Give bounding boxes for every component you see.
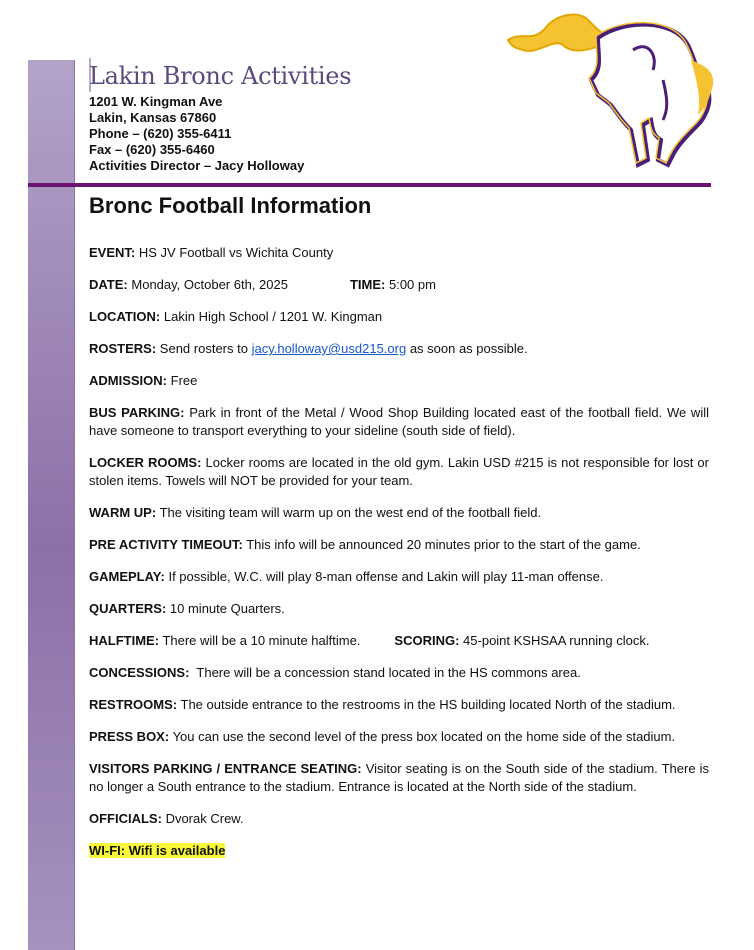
address-line: 1201 W. Kingman Ave: [89, 94, 223, 109]
page-title: Bronc Football Information: [89, 193, 372, 218]
document-body: [89, 192, 709, 874]
address-line: Lakin, Kansas 67860: [89, 110, 217, 125]
header-divider: [28, 183, 711, 187]
bronco-logo-icon: [503, 10, 718, 172]
phone-line: Phone – (620) 355-6411: [89, 126, 232, 141]
director-line: Activities Director – Jacy Holloway: [89, 158, 305, 173]
fax-line: Fax – (620) 355-6460: [89, 142, 215, 157]
address-block: [89, 94, 304, 174]
email-link[interactable]: jacy.holloway@usd215.org: [251, 341, 407, 356]
officials-row: OFFICIALS: Dvorak Crew.: [89, 811, 244, 826]
org-name: Lakin Bronc Activities: [89, 62, 352, 90]
rosters-row: ROSTERS: Send rosters to jacy.holloway@usd215.org as soon as possible.: [89, 341, 528, 356]
locker-rooms-row: LOCKER ROOMS: Locker rooms are located in the old gym. Lakin USD #215 is not responsible for lost or stolen items. Towels will NOT be provided for your team.: [89, 455, 709, 488]
admission-row: ADMISSION: Free: [89, 373, 198, 388]
event-row: EVENT: HS JV Football vs Wichita County: [89, 245, 334, 260]
timeout-row: PRE ACTIVITY TIMEOUT: This info will be announced 20 minutes prior to the start of the game.: [89, 537, 641, 552]
wifi-row: WI-FI: Wifi is available: [89, 843, 226, 858]
concessions-row: CONCESSIONS: There will be a concession stand located in the HS commons area.: [89, 665, 581, 680]
gameplay-row: GAMEPLAY: If possible, W.C. will play 8-man offense and Lakin will play 11-man offense.: [89, 569, 604, 584]
press-box-row: PRESS BOX: You can use the second level of the press box located on the home side of the stadium.: [89, 729, 676, 744]
warm-up-row: WARM UP: The visiting team will warm up on the west end of the football field.: [89, 505, 542, 520]
sidebar-decoration: [28, 60, 75, 950]
bus-parking-row: BUS PARKING: Park in front of the Metal / Wood Shop Building located east of the football field. We will have someone to transport everything to your sideline (south side of field).: [89, 405, 709, 438]
restrooms-row: RESTROOMS: The outside entrance to the restrooms in the HS building located North of the stadium.: [89, 697, 676, 712]
quarters-row: QUARTERS: 10 minute Quarters.: [89, 601, 285, 616]
location-row: LOCATION: Lakin High School / 1201 W. Kingman: [89, 309, 383, 324]
date-time-row: DATE: Monday, October 6th, 2025 TIME: 5:00 pm: [89, 277, 436, 292]
visitors-row: VISITORS PARKING / ENTRANCE SEATING: Visitor seating is on the South side of the stadium. There is no longer a South entrance to the stadium. Entrance is located at the North side of the stadium.: [89, 761, 709, 794]
halftime-scoring-row: HALFTIME: There will be a 10 minute halftime. SCORING: 45-point KSHSAA running clock.: [89, 633, 650, 648]
